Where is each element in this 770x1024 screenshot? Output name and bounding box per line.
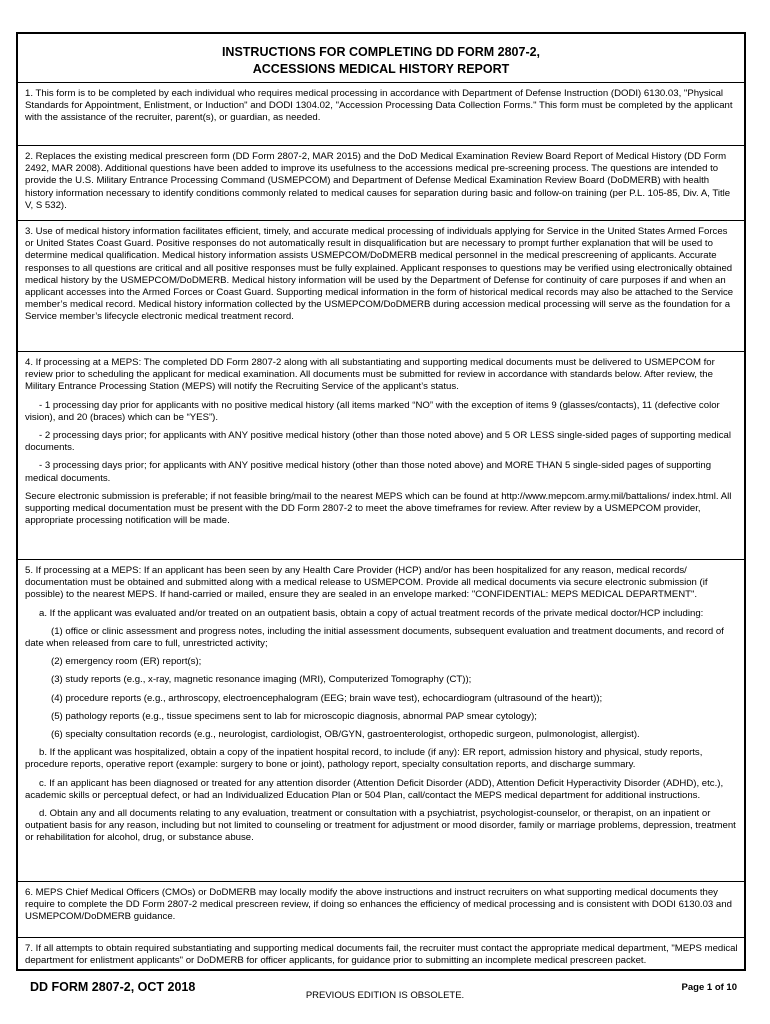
section-5-a3: (3) study reports (e.g., x-ray, magnetic resonance imaging (MRI), Computerized Tomography (CT)); [51, 674, 472, 686]
section-4-intro: 4. If processing at a MEPS: The completed DD Form 2807-2 along with all substantiating and supporting medical documents must be delivered to USMEPCOM for review prior to scheduling the applicant for medical examination. All documents must be submitted for review in accordance with standards below. After review, the Military Entrance Processing Station (MEPS) will notify the Recruiting Service of the applicant’s status. [25, 357, 715, 393]
form-title [18, 34, 744, 83]
section-4-closing: Secure electronic submission is preferable; if not feasible bring/mail to the nearest MEPS which can be found at http://www.mepcom.army.mil/battalions/ index.html. All supporting medical documentation must be present with the DD Form 2807-2 to meet the above timeframes for review. After review by a USMEPCOM provider, appropriate processing notification will be made. [25, 490, 732, 527]
section-3-text: 3. Use of medical history information facilitates efficient, timely, and accurate medical processing of individuals applying for Service in the United States Armed Forces or United States Coast Guard. Positive responses do not automatically result in disqualification but are necessary to prompt further explanation that will be used to determine medical qualification. Medical history information assists USMEPCOM/DoDMERB medical personnel in the medical prescreening of applicants. Accurate responses to all questions are critical and all positive responses must be fully explained. Applicant responses to questions may be verified using electronically obtained medical history by the USMEPCOM/DoDMERB. Medical history information will be used by the Department of Defense for continuity of care purposes if and when an applicant accesses into the Armed Forces or Coast Guard. Supporting medical information in the form of historical medical records may also be attached to the Service member’s medical record. Medical history information collected by the USMEPCOM/DoDMERB during accession medical processing will serve as the foundation for a Service member’s lifecycle electronic medical treatment record. [25, 226, 734, 323]
title-line-2: ACCESSIONS MEDICAL HISTORY REPORT [252, 62, 510, 76]
instructions-form [16, 32, 746, 971]
section-2-text: 2. Replaces the existing medical prescreen form (DD Form 2807-2, MAR 2015) and the DoD Medical Examination Review Board Report of Medical History (DD Form 2492, MAR 2008). Additional questions have been added to improve its usefulness to the accessions medical pre-screening process. The questions are intended to provide the U.S. Military Entrance Processing Command (USMEPCOM) and Department of Defense Medical Examination Review Board (DoDMERB) with health history information necessary to identify conditions commonly related to medical causes for separation during basic and follow-on training (per P.L. 105-85, Div. A, Title V, S 532). [25, 151, 731, 211]
section-6 [18, 882, 744, 938]
section-5-a6: (6) specialty consultation records (e.g., neurologist, cardiologist, OB/GYN, gastroenterologist, orthopedic surgeon, pulmonologist, allergist). [51, 729, 640, 741]
section-5-d: d. Obtain any and all documents relating to any evaluation, treatment or consultation with a psychiatrist, psychologist-counselor, or therapist, on an inpatient or outpatient basis for any reason, including but not limited to counseling or treatment for adjustment or mood disorder, family or marriage problems, depression, treatment or rehabilitation for alcohol, drug, or substance abuse. [25, 808, 736, 844]
section-5-a4: (4) procedure reports (e.g., arthroscopy, electroencephalogram (EEG; brain wave test), echocardiogram (ultrasound of the heart)); [51, 692, 603, 704]
section-4-bullet-2: - 2 processing days prior; for applicants with ANY positive medical history (other than those noted above) and 5 OR LESS single-sided pages of supporting medical documents. [25, 430, 732, 454]
section-5-a: a. If the applicant was evaluated and/or treated on an outpatient basis, obtain a copy of actual treatment records of the private medical doctor/HCP including: [39, 607, 704, 619]
page-number: Page 1 of 10 [681, 982, 737, 993]
section-5-a1: (1) office or clinic assessment and progress notes, including the initial assessment documents, subsequent evaluation and treatment documents, and record of date when released from care to full, unrestricted activity; [25, 625, 724, 650]
section-7-text: 7. If all attempts to obtain required substantiating and supporting medical documents fail, the recruiter must contact the appropriate medical department, "MEPS medical department for enlistment applicants" or DoDMERB for officer applicants, for guidance prior to submitting an incomplete medical prescreen packet. [25, 943, 738, 967]
section-1-text: 1. This form is to be completed by each individual who requires medical processing in accordance with Department of Defense Instruction (DODI) 6130.03, "Physical Standards for Appointment, Enlistment, or Induction" and DODI 1304.02, "Accession Processing Data Collection Forms." This form must be completed by the applicant with the assistance of the recruiter, parent(s), or guardian, as needed. [25, 88, 733, 124]
section-1 [18, 83, 744, 146]
section-5-a2: (2) emergency room (ER) report(s); [51, 656, 202, 668]
section-7 [18, 938, 744, 971]
section-5-c: c. If an applicant has been diagnosed or treated for any attention disorder (Attention Deficit Disorder (ADD), Attention Deficit Hyperactivity Disorder (ADHD), etc.), academic skills or perceptual defect, or had an Individualized Education Plan or 504 Plan, call/contact the MEPS medical department for additional instructions. [25, 777, 724, 801]
section-5-intro: 5. If processing at a MEPS: If an applicant has been seen by any Health Care Provider (HCP) and/or has been hospitalized for any reason, medical records/ documentation must be obtained and submitted along with a medical release to USMEPCOM. Provide all medical documents via secure electronic submission (if possible) to the nearest MEPS. If hand-carried or mailed, ensure they are sealed in an envelope marked: "CONFIDENTIAL: MEPS MEDICAL DEPARTMENT". [25, 565, 708, 601]
section-4-bullet-1: - 1 processing day prior for applicants with no positive medical history (all items marked “NO” with the exception of items 9 (glasses/contacts), 11 (defective color vision), and 20 (braces) which can be “YES”). [25, 399, 720, 423]
section-4 [18, 352, 744, 560]
section-5-a5: (5) pathology reports (e.g., tissue specimens sent to lab for microscopic diagnosis, abnormal PAP smear cytology); [51, 710, 537, 722]
section-5-b: b. If the applicant was hospitalized, obtain a copy of the inpatient hospital record, to include (if any): ER report, admission history and physical, study reports, procedure reports, operative report (example: surgery to bone or joint), pathology report, specialty consultation reports, and discharge summary. [25, 747, 703, 771]
section-5 [18, 560, 744, 882]
form-identifier: DD FORM 2807-2, OCT 2018 [30, 980, 196, 994]
section-3 [18, 221, 744, 352]
obsolete-notice: PREVIOUS EDITION IS OBSOLETE. [305, 990, 465, 1001]
section-2 [18, 146, 744, 221]
title-line-1: INSTRUCTIONS FOR COMPLETING DD FORM 2807-2, [221, 45, 541, 59]
section-4-bullet-3: - 3 processing days prior; for applicants with ANY positive medical history (other than those noted above) and MORE THAN 5 single-sided pages of supporting medical documents. [25, 460, 712, 484]
section-6-text: 6. MEPS Chief Medical Officers (CMOs) or DoDMERB may locally modify the above instructions and instruct recruiters on what supporting medical documents they require to complete the DD Form 2807-2 medical prescreen review, if doing so enhances the efficiency of medical processing and is consistent with DODI 6130.03 and USMEPCOM/DoDMERB guidance. [25, 887, 732, 923]
